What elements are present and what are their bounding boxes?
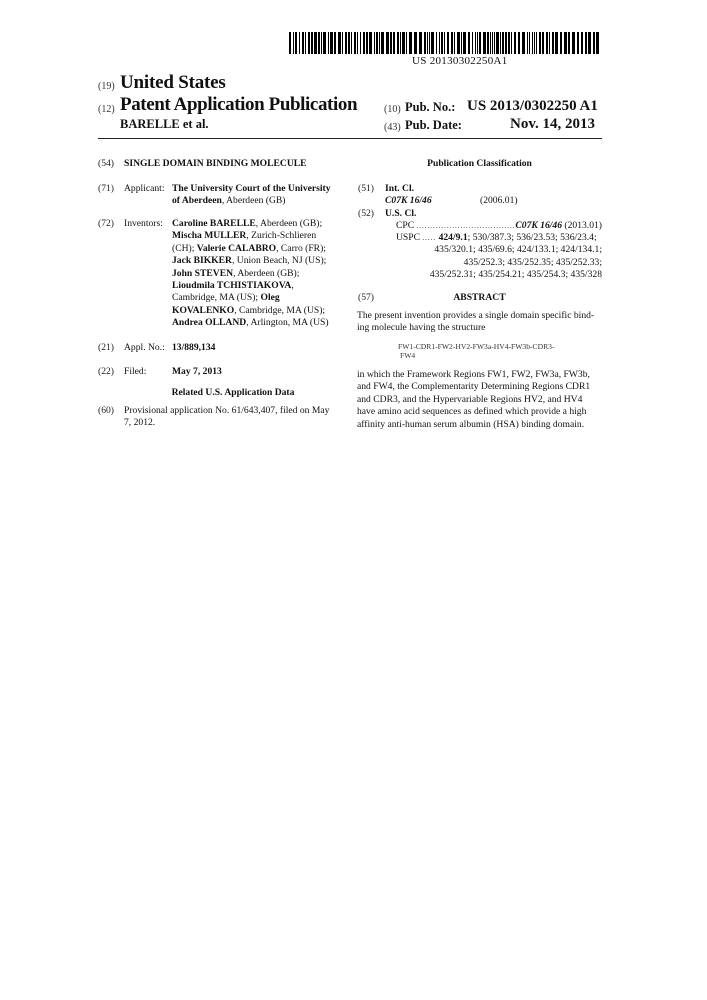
inventor-name: Lioudmila TCHISTIAKOVA: [172, 280, 292, 292]
barcode-bar: [447, 32, 449, 54]
applicant-name-2: of Aberdeen: [172, 195, 222, 207]
barcode-bar: [354, 32, 356, 54]
barcode-bar: [529, 32, 530, 54]
inventor-location: , Aberdeen (GB);: [255, 218, 323, 229]
barcode-bar: [328, 32, 329, 54]
barcode-bar: [427, 32, 428, 54]
barcode-bar: [414, 32, 417, 54]
applicant-name: The University Court of the University: [172, 183, 331, 194]
uspc-line: ; 530/387.3; 536/23.53; 536/23.4;: [467, 232, 597, 243]
barcode-bar: [596, 32, 599, 54]
pub-no-label: Pub. No.:: [405, 100, 456, 114]
country-tag: (19): [98, 81, 115, 92]
barcode-bar: [490, 32, 491, 54]
barcode-number: US 20130302250A1: [412, 55, 508, 67]
provisional-tag: (60): [98, 405, 114, 416]
structure-formula: [398, 342, 555, 360]
barcode-bar: [369, 32, 372, 54]
inventor-location: , Aberdeen (GB);: [233, 267, 300, 279]
barcode-bar: [454, 32, 455, 54]
barcode-bar: [479, 32, 481, 54]
barcode-bar: [444, 32, 445, 54]
barcode-bar: [500, 32, 501, 54]
inventor-name: Caroline BARELLE: [172, 218, 256, 229]
cpc-label: CPC: [396, 220, 415, 231]
barcode-bar: [338, 32, 341, 54]
intcl-year: (2006.01): [480, 195, 518, 206]
applicant-location: , Aberdeen (GB): [221, 195, 286, 207]
formula-line: FW4: [400, 351, 416, 360]
applicant-tag: (71): [98, 183, 114, 194]
inventor-location: ,: [291, 280, 294, 292]
barcode-bar: [318, 32, 320, 54]
related-data-heading: Related U.S. Application Data: [171, 387, 295, 398]
pub-no: US 2013/0302250 A1: [467, 98, 598, 114]
inventor-name: Oleg: [260, 292, 280, 304]
barcode-bar: [502, 32, 504, 54]
uspc-primary: 424/9.1: [438, 232, 468, 243]
barcode-bar: [345, 32, 347, 54]
barcode-bar: [357, 32, 358, 54]
inventor-name: Andrea OLLAND: [172, 317, 247, 329]
barcode-bar: [585, 32, 587, 54]
barcode-bar: [468, 32, 470, 54]
provisional-application: [124, 405, 349, 430]
appl-number: 13/889,134: [172, 342, 216, 353]
barcode-bar: [564, 32, 567, 54]
uspc-dots: .....: [422, 234, 437, 242]
barcode-bar: [560, 32, 562, 54]
barcode-bar: [381, 32, 384, 54]
barcode-bar: [546, 32, 548, 54]
inventor-location: , Zurich-Schlieren: [246, 230, 317, 242]
intcl-label: Int. Cl.: [385, 183, 415, 194]
barcode-bar: [314, 32, 317, 54]
barcode-bar: [508, 32, 510, 54]
classification-heading: Publication Classification: [427, 158, 532, 169]
barcode-bar: [409, 32, 412, 54]
barcode-bar: [555, 32, 558, 54]
barcode-bar: [593, 32, 595, 54]
inventor-location: , Arlington, MA (US): [246, 317, 329, 329]
barcode-bar: [295, 32, 297, 54]
intcl-code: C07K 16/46: [385, 195, 432, 206]
barcode-bar: [522, 32, 525, 54]
barcode-bar: [472, 32, 473, 54]
cpc-dots: ....................................: [416, 222, 516, 230]
filed-tag: (22): [98, 366, 114, 377]
pub-no-tag: (10): [384, 104, 401, 115]
inventor-name: Mischa MULLER: [172, 230, 247, 242]
barcode-bar: [441, 32, 443, 54]
barcode-bar: [461, 32, 462, 54]
barcode-bar: [492, 32, 493, 54]
inventor-name: John STEVEN: [172, 267, 234, 279]
barcode-bar: [323, 32, 326, 54]
appl-tag: (21): [98, 342, 114, 353]
barcode-bar: [532, 32, 533, 54]
barcode-bar: [542, 32, 544, 54]
invention-title: SINGLE DOMAIN BINDING MOLECULE: [124, 158, 307, 169]
barcode-bar: [424, 32, 426, 54]
inventor-name: KOVALENKO: [172, 304, 235, 316]
barcode-bar: [289, 32, 291, 54]
barcode-bar: [477, 32, 478, 54]
uspc-block: [396, 232, 602, 282]
filed-label: Filed:: [124, 366, 147, 377]
inventor-location: , Cambridge, MA (US);: [234, 304, 326, 316]
inventor-location: , Union Beach, NJ (US);: [231, 255, 327, 267]
barcode-bar: [293, 32, 294, 54]
uscl-tag: (52): [358, 208, 374, 219]
inventors-list: [172, 218, 347, 330]
barcode-bar: [374, 32, 375, 54]
barcode-bar: [402, 32, 405, 54]
barcode-bar: [552, 32, 554, 54]
barcode-bar: [342, 32, 343, 54]
barcode-bar: [334, 32, 336, 54]
abstract-line: and FW4, the Complementarity Determining Regions CDR1: [357, 381, 591, 393]
barcode-bar: [536, 32, 537, 54]
inventors-label: Inventors:: [124, 218, 163, 229]
barcode-bar: [348, 32, 350, 54]
barcode-bar: [386, 32, 389, 54]
barcode-bar: [360, 32, 361, 54]
barcode-bar: [419, 32, 422, 54]
uspc-line: 435/252.31; 435/254.21; 435/254.3; 435/328: [429, 269, 602, 281]
applicant-label: Applicant:: [124, 183, 165, 194]
uscl-label: U.S. Cl.: [385, 208, 417, 219]
barcode-bar: [379, 32, 380, 54]
abstract-heading: ABSTRACT: [453, 292, 506, 303]
barcode-bar: [457, 32, 460, 54]
barcode-bar: [483, 32, 486, 54]
barcode-bar: [463, 32, 466, 54]
barcode-bar: [511, 32, 512, 54]
barcode-bar: [393, 32, 395, 54]
applicant-block: [172, 183, 342, 208]
barcode-bar: [588, 32, 591, 54]
barcode-bar: [366, 32, 368, 54]
cpc-value: [420, 220, 602, 232]
barcode-bar: [572, 32, 575, 54]
country-name: United States: [120, 72, 226, 93]
uspc-label: USPC: [396, 232, 420, 243]
barcode-bar: [321, 32, 322, 54]
barcode-bar: [390, 32, 392, 54]
doc-type: Patent Application Publication: [120, 94, 358, 115]
pub-date-label: Pub. Date:: [405, 118, 462, 132]
barcode-bar: [539, 32, 541, 54]
pub-date-tag: (43): [384, 122, 401, 133]
cpc-year: (2013.01): [562, 220, 602, 231]
inventor-name: Jack BIKKER: [172, 255, 232, 267]
abstract-line: and CDR3, and the Hypervariable Regions HV2, and HV4: [357, 393, 583, 405]
barcode-bar: [451, 32, 453, 54]
barcode: [289, 32, 601, 54]
barcode-bar: [568, 32, 570, 54]
barcode-bar: [302, 32, 304, 54]
provisional-line: 7, 2012.: [124, 417, 156, 429]
barcode-bar: [577, 32, 579, 54]
uspc-line: 435/252.3; 435/252.35; 435/252.33;: [463, 256, 602, 268]
barcode-bar: [406, 32, 407, 54]
header-rule: [98, 138, 602, 139]
barcode-bar: [514, 32, 516, 54]
intcl-tag: (51): [358, 183, 374, 194]
abstract-tag: (57): [358, 292, 374, 303]
barcode-bar: [439, 32, 440, 54]
barcode-bar: [429, 32, 430, 54]
abstract-body: [357, 369, 607, 431]
provisional-line: Provisional application No. 61/643,407, filed on May: [124, 405, 330, 416]
abstract-intro: [357, 310, 605, 335]
barcode-bar: [487, 32, 489, 54]
barcode-bar: [475, 32, 476, 54]
barcode-bar: [534, 32, 535, 54]
barcode-bar: [527, 32, 528, 54]
barcode-bar: [305, 32, 306, 54]
barcode-bar: [308, 32, 310, 54]
barcode-bar: [581, 32, 583, 54]
barcode-bar: [496, 32, 499, 54]
appl-label: Appl. No.:: [124, 342, 165, 353]
inventor-location: (CH);: [172, 242, 197, 254]
cpc-code: C07K 16/46: [515, 220, 563, 231]
barcode-bar: [397, 32, 399, 54]
abstract-line: The present invention provides a single domain specific bind-: [357, 310, 595, 321]
filed-date: May 7, 2013: [172, 366, 222, 377]
barcode-bar: [549, 32, 550, 54]
uspc-line: 435/320.1; 435/69.6; 424/133.1; 424/134.1;: [434, 244, 602, 256]
abstract-line: have amino acid sequences as defined which provide a high: [357, 406, 587, 418]
barcode-bar: [351, 32, 352, 54]
formula-line: FW1-CDR1-FW2-HV2-FW3a-HV4-FW3b-CDR3-: [398, 342, 555, 351]
abstract-line: ing molecule having the structure: [357, 322, 486, 334]
inventors-tag: (72): [98, 218, 114, 229]
abstract-line: affinity anti-human serum albumin (HSA) binding domain.: [357, 418, 585, 430]
pub-date: Nov. 14, 2013: [510, 116, 596, 132]
barcode-bar: [431, 32, 434, 54]
barcode-bar: [330, 32, 333, 54]
doc-type-tag: (12): [98, 104, 115, 115]
abstract-line: in which the Framework Regions FW1, FW2, FW3a, FW3b,: [357, 369, 590, 380]
barcode-bar: [436, 32, 437, 54]
inventor-name: Valerie CALABRO: [196, 242, 277, 254]
barcode-bar: [299, 32, 300, 54]
title-tag: (54): [98, 158, 114, 169]
inventor-location: , Carro (FR);: [276, 242, 326, 254]
barcode-bar: [363, 32, 365, 54]
inventor-location: Cambridge, MA (US);: [172, 292, 261, 304]
barcode-bar: [518, 32, 520, 54]
barcode-bar: [311, 32, 313, 54]
barcode-bar: [505, 32, 507, 54]
authors: BARELLE et al.: [120, 117, 209, 131]
barcode-bar: [400, 32, 401, 54]
barcode-bar: [494, 32, 495, 54]
barcode-bar: [376, 32, 378, 54]
